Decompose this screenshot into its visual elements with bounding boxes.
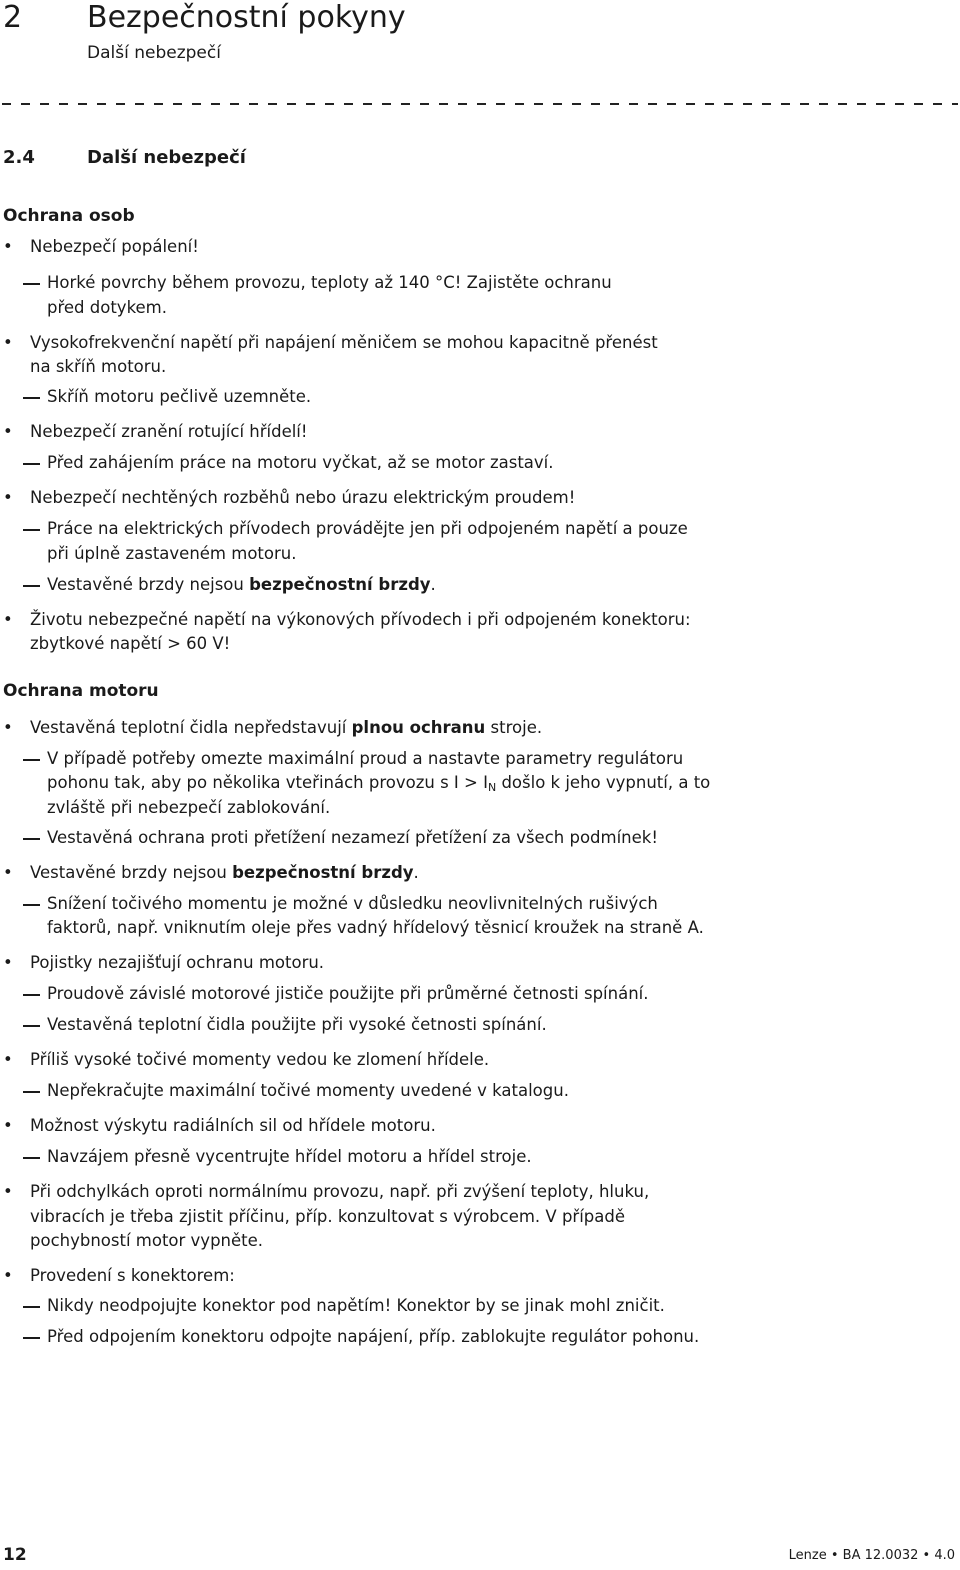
chapter-title: Bezpečnostní pokyny bbox=[87, 0, 406, 35]
list-item: Před odpojením konektoru odpojte napájení, příp. zablokujte regulátor pohonu. bbox=[47, 1325, 699, 1350]
list-item-continuation: zbytkové napětí > 60 V! bbox=[30, 634, 231, 653]
bullet-icon: • bbox=[3, 422, 13, 441]
dash-icon bbox=[23, 463, 40, 465]
dash-icon bbox=[23, 1337, 40, 1339]
dash-icon bbox=[23, 994, 40, 996]
list-item: Před zahájením práce na motoru vyčkat, až se motor zastaví. bbox=[47, 451, 554, 476]
bullet-icon: • bbox=[3, 718, 13, 737]
list-item: Snížení točivého momentu je možné v důsledku neovlivnitelných rušivých bbox=[47, 892, 658, 917]
dash-icon bbox=[23, 397, 40, 399]
list-item: • Pojistky nezajišťují ochranu motoru. bbox=[30, 951, 324, 976]
list-item: Navzájem přesně vycentrujte hřídel motoru a hřídel stroje. bbox=[47, 1145, 532, 1170]
list-item: Horké povrchy během provozu, teploty až 140 °C! Zajistěte ochranu bbox=[47, 271, 612, 296]
list-item: Práce na elektrických přívodech provádějte jen při odpojeném napětí a pouze bbox=[47, 517, 688, 542]
list-item: • Při odchylkách oproti normálnímu provozu, např. při zvýšení teploty, hluku, bbox=[30, 1180, 649, 1205]
bullet-icon: • bbox=[3, 488, 13, 507]
list-item: • Nebezpečí popálení! bbox=[30, 235, 199, 260]
list-item: • Příliš vysoké točivé momenty vedou ke zlomení hřídele. bbox=[30, 1048, 489, 1073]
dash-icon bbox=[23, 1091, 40, 1093]
dash-icon bbox=[23, 283, 40, 285]
bullet-icon: • bbox=[3, 1266, 13, 1285]
dash-icon bbox=[23, 838, 40, 840]
list-item: • Provedení s konektorem: bbox=[30, 1264, 235, 1289]
dash-icon bbox=[23, 1157, 40, 1159]
list-item: • Životu nebezpečné napětí na výkonových přívodech i při odpojeném konektoru: bbox=[30, 608, 691, 633]
list-item: • Vestavěná teplotní čidla nepředstavují plnou ochranu stroje. bbox=[30, 716, 542, 741]
list-item-continuation: při úplně zastaveném motoru. bbox=[47, 544, 297, 563]
bullet-icon: • bbox=[3, 1050, 13, 1069]
heading-persons: Ochrana osob bbox=[3, 206, 135, 226]
list-item: V případě potřeby omezte maximální proud a nastavte parametry regulátoru bbox=[47, 747, 683, 772]
dash-icon bbox=[23, 1306, 40, 1308]
list-item: • Vestavěné brzdy nejsou bezpečnostní brzdy. bbox=[30, 861, 419, 886]
bullet-icon: • bbox=[3, 953, 13, 972]
list-item-continuation: zvláště při nebezpečí zablokování. bbox=[47, 798, 331, 817]
bullet-icon: • bbox=[3, 1116, 13, 1135]
dash-icon bbox=[23, 1025, 40, 1027]
document-reference: Lenze • BA 12.0032 • 4.0 bbox=[788, 1548, 955, 1563]
list-item-continuation: před dotykem. bbox=[47, 298, 168, 317]
bullet-icon: • bbox=[3, 1182, 13, 1201]
list-item: Vestavěné brzdy nejsou bezpečnostní brzdy. bbox=[47, 573, 436, 598]
list-item: • Nebezpečí zranění rotující hřídelí! bbox=[30, 420, 308, 445]
list-item: Skříň motoru pečlivě uzemněte. bbox=[47, 385, 311, 410]
list-item-continuation: pohonu tak, aby po několika vteřinách provozu s $I > I_N$ došlo k jeho vypnutí, a to bbox=[47, 773, 711, 794]
heading-motor: Ochrana motoru bbox=[3, 681, 159, 701]
list-item-continuation: vibracích je třeba zjistit příčinu, příp. konzultovat s výrobcem. V případě bbox=[30, 1207, 626, 1226]
header-divider bbox=[2, 98, 958, 110]
bullet-icon: • bbox=[3, 333, 13, 352]
list-item: • Nebezpečí nechtěných rozběhů nebo úrazu elektrickým proudem! bbox=[30, 486, 575, 511]
section-title: Další nebezpečí bbox=[87, 147, 246, 168]
bullet-icon: • bbox=[3, 610, 13, 629]
dash-icon bbox=[23, 585, 40, 587]
list-item: Nepřekračujte maximální točivé momenty uvedené v katalogu. bbox=[47, 1079, 569, 1104]
list-item-continuation: na skříň motoru. bbox=[30, 357, 167, 376]
list-item-continuation: pochybností motor vypněte. bbox=[30, 1231, 264, 1250]
list-item: Vestavěná teplotní čidla použijte při vysoké četnosti spínání. bbox=[47, 1013, 547, 1038]
list-item: Nikdy neodpojujte konektor pod napětím! Konektor by se jinak mohl zničit. bbox=[47, 1294, 665, 1319]
dash-icon bbox=[23, 904, 40, 906]
list-item: Vestavěná ochrana proti přetížení nezamezí přetížení za všech podmínek! bbox=[47, 826, 658, 851]
list-item: • Možnost výskytu radiálních sil od hřídele motoru. bbox=[30, 1114, 436, 1139]
list-item: Proudově závislé motorové jističe použijte při průměrné četnosti spínání. bbox=[47, 982, 649, 1007]
chapter-number: 2 bbox=[3, 0, 23, 35]
dash-icon bbox=[23, 759, 40, 761]
list-item-continuation: faktorů, např. vniknutím oleje přes vadný hřídelový těsnicí kroužek na straně A. bbox=[47, 918, 704, 937]
chapter-subtitle: Další nebezpečí bbox=[87, 43, 221, 63]
bullet-icon: • bbox=[3, 863, 13, 882]
dash-icon bbox=[23, 529, 40, 531]
page-number: 12 bbox=[3, 1545, 27, 1565]
section-number: 2.4 bbox=[3, 147, 35, 168]
list-item: • Vysokofrekvenční napětí při napájení měničem se mohou kapacitně přenést bbox=[30, 331, 658, 356]
bullet-icon: • bbox=[3, 237, 13, 256]
